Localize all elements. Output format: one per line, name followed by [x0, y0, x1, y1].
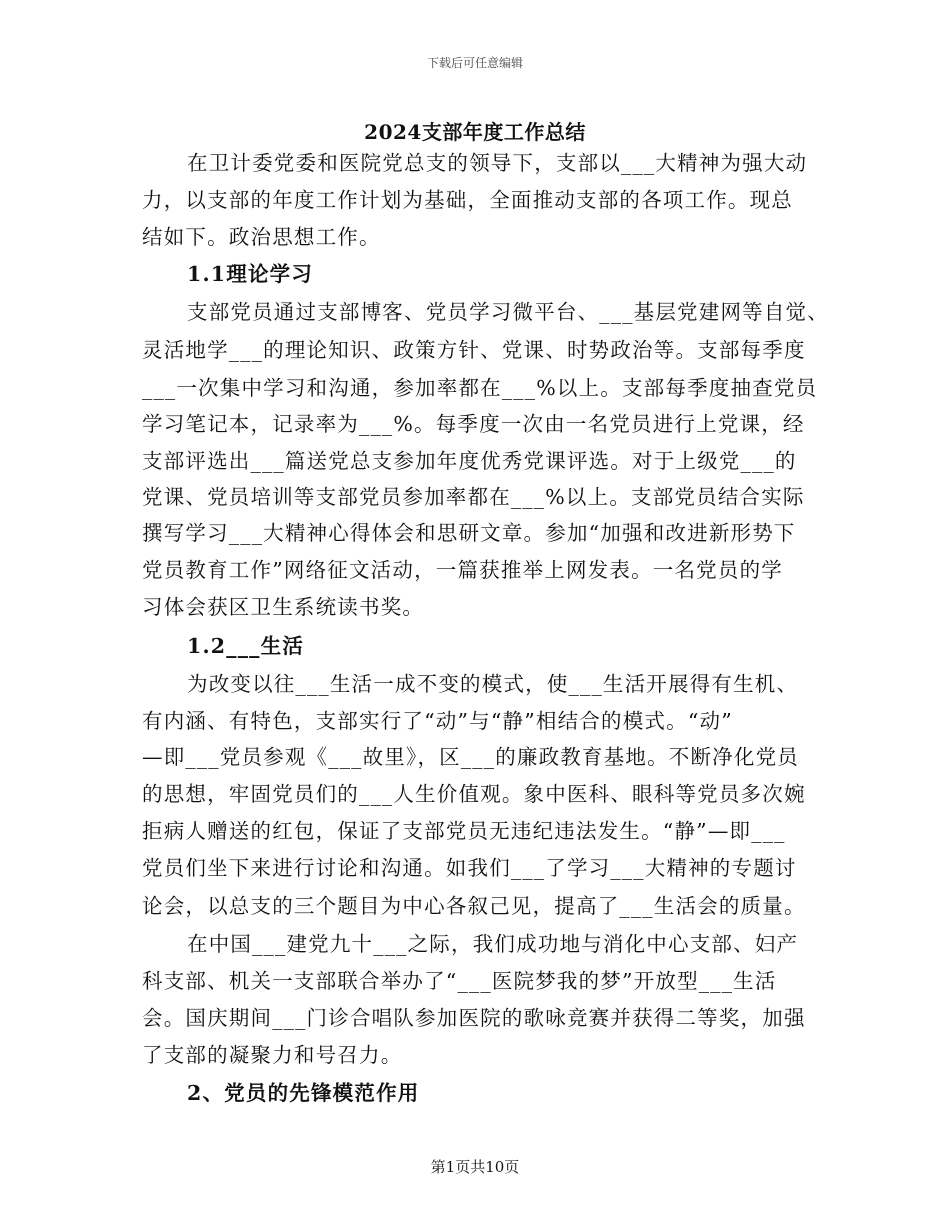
body-line: 党课、党员培训等支部党员参加率都在___%以上。支部党员结合实际 — [142, 485, 805, 509]
body-line: 习体会获区卫生系统读书奖。 — [142, 595, 425, 619]
body-line: —即___党员参观《___故里》，区___的廉政教育基地。不断净化党员 — [142, 745, 799, 769]
body-line: 科支部、机关一支部联合举办了“___医院梦我的梦”开放型___生活 — [142, 969, 777, 993]
header-note: 下载后可任意编辑 — [426, 56, 523, 70]
body-line: 支部评选出___篇送党总支参加年度优秀党课评选。对于上级党___的 — [142, 449, 797, 473]
body-line: 结如下。政治思想工作。 — [142, 225, 381, 249]
body-line: 会。国庆期间___门诊合唱队参加医院的歌咏竞赛并获得二等奖，加强 — [142, 1006, 806, 1030]
body-line: 拒病人赠送的红包，保证了支部党员无违纪违法发生。“静”—即___ — [142, 819, 786, 843]
body-line: 论会，以总支的三个题目为中心各叙己见，提高了___生活会的质量。 — [142, 894, 806, 918]
body-line: 了支部的凝聚力和号召力。 — [142, 1043, 403, 1067]
body-line: 灵活地学___的理论知识、政策方针、党课、时势政治等。支部每季度 — [142, 338, 806, 362]
body-line: 支部党员通过支部博客、党员学习微平台、___基层党建网等自觉、 — [187, 300, 829, 324]
document-title: 2024支部年度工作总结 — [364, 120, 586, 144]
body-line: 力，以支部的年度工作计划为基础，全面推动支部的各项工作。现总 — [142, 188, 793, 212]
body-line: 为改变以往___生活一成不变的模式，使___生活开展得有生机、 — [187, 672, 799, 696]
section-heading: 1.1理论学习 — [187, 262, 314, 286]
body-line: 撰写学习___大精神心得体会和思研文章。参加“加强和改进新形势下 — [142, 521, 796, 545]
body-line: 党员教育工作”网络征文活动，一篇获推举上网发表。一名党员的学 — [142, 558, 783, 582]
body-line: 在中国___建党九十___之际，我们成功地与消化中心支部、妇产 — [187, 932, 799, 956]
section-heading: 2、党员的先锋模范作用 — [187, 1081, 420, 1105]
section-heading: 1.2___生活 — [187, 634, 305, 658]
body-line: ___一次集中学习和沟通，参加率都在___%以上。支部每季度抽查党员 — [142, 376, 818, 400]
body-line: 党员们坐下来进行讨论和沟通。如我们___了学习___大精神的专题讨 — [142, 856, 797, 880]
page-footer: 第1页共10页 — [430, 1158, 520, 1176]
body-line: 有内涵、有特色，支部实行了“动”与“静”相结合的模式。“动” — [142, 709, 733, 733]
body-line: 的思想，牢固党员们的___人生价值观。象中医科、眼科等党员多次婉 — [142, 782, 806, 806]
body-line: 在卫计委党委和医院党总支的领导下，支部以___大精神为强大动 — [187, 151, 808, 175]
body-line: 学习笔记本，记录率为___%。每季度一次由一名党员进行上党课，经 — [142, 412, 805, 436]
